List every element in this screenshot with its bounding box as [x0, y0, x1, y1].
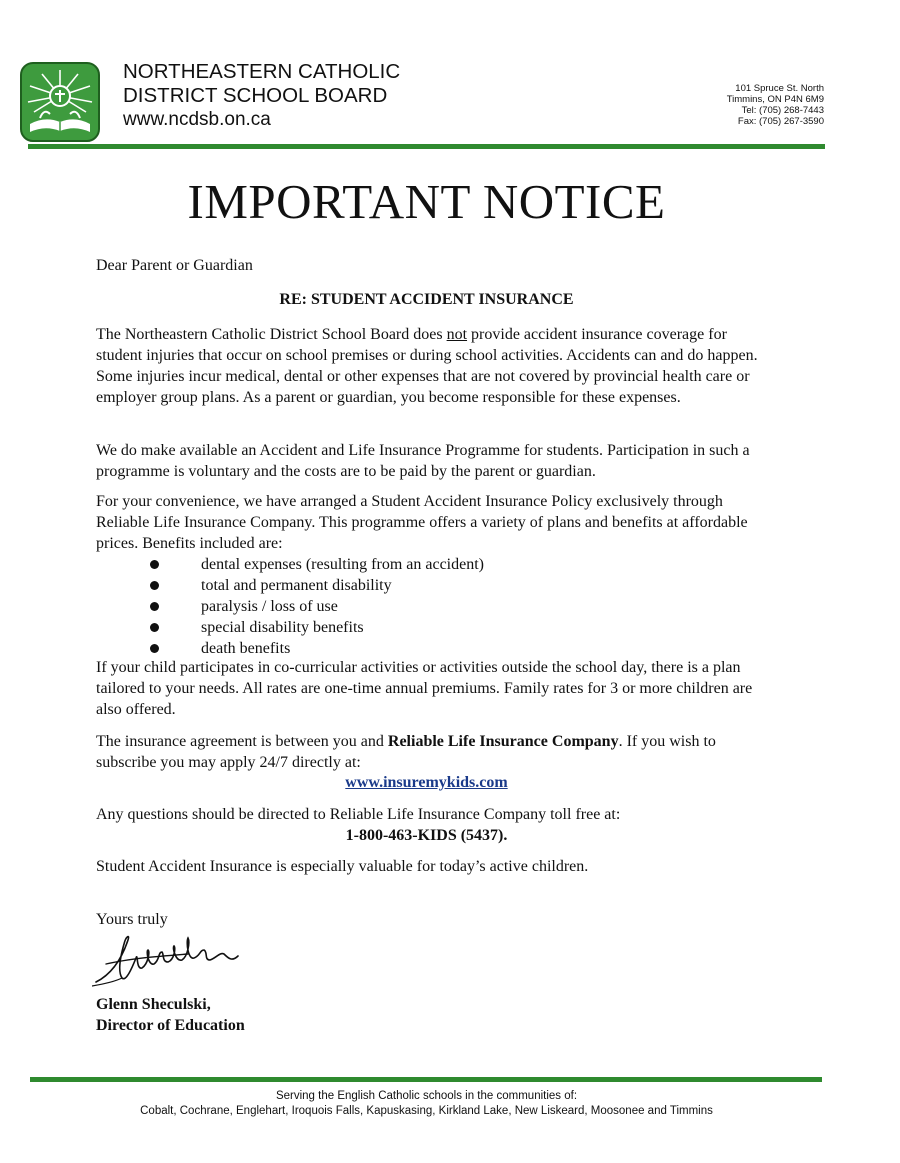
footer-divider: [30, 1077, 822, 1082]
address-city: Timmins, ON P4N 6M9: [726, 94, 824, 105]
paragraph-coverage-part-2: provide accident insurance coverage for student injuries that occur on school premises or during school activities. Accidents can and do happen. Some injuries incur medical, dental or other expenses that are not covered by provincial health care or employer group plans. As a parent or guardian, you become responsible for these expenses.: [96, 326, 758, 406]
org-address: [727, 83, 824, 127]
signature-icon: [92, 928, 252, 988]
org-name-line-2: DISTRICT SCHOOL BOARD: [123, 84, 388, 107]
signer-block: [96, 994, 776, 1036]
greeting: Dear Parent or Guardian: [96, 257, 253, 274]
paragraph-coverage-emphasis: not: [446, 326, 468, 343]
subject-line: RE: STUDENT ACCIDENT INSURANCE: [279, 291, 574, 308]
closing: Yours truly: [96, 911, 168, 928]
list-item: special disability benefits: [150, 617, 484, 638]
paragraph-value: Student Accident Insurance is especially valuable for today’s active children.: [96, 858, 589, 875]
list-item: death benefits: [150, 638, 484, 659]
list-item: total and permanent disability: [150, 575, 484, 596]
paragraph-coverage: [96, 324, 776, 408]
org-website: www.ncdsb.on.ca: [123, 109, 271, 130]
insurer-name: Reliable Life Insurance Company: [387, 733, 619, 750]
paragraph-agreement: [96, 731, 776, 773]
list-item: dental expenses (resulting from an accident): [150, 554, 484, 575]
school-board-logo-icon: [20, 62, 100, 142]
header-divider: [28, 144, 825, 149]
benefits-list: [150, 554, 484, 659]
footer-line-1: Serving the English Catholic schools in the communities of:: [275, 1090, 578, 1102]
toll-free-phone: 1-800-463-KIDS (5437).: [345, 827, 508, 844]
signer-name: Glenn Sheculski,: [96, 996, 211, 1013]
paragraph-policy: For your convenience, we have arranged a Student Accident Insurance Policy exclusively through Reliable Life Insurance Company. This programme offers a variety of plans and benefits at affordable prices. Benefits included are:: [96, 493, 748, 552]
paragraph-programme: We do make available an Accident and Life Insurance Programme for students. Participation in such a programme is voluntary and the costs are to be paid by the parent or guardian.: [96, 442, 750, 480]
signer-title: Director of Education: [96, 1017, 245, 1034]
paragraph-plans: If your child participates in co-curricular activities or activities outside the school day, there is a plan tailored to your needs. All rates are one-time annual premiums. Family rates for 3 or more children are also offered.: [96, 659, 753, 718]
notice-title: IMPORTANT NOTICE: [187, 174, 666, 229]
footer-line-2: Cobalt, Cochrane, Englehart, Iroquois Falls, Kapuskasing, Kirkland Lake, New Liskeard, Moosonee and Timmins: [140, 1105, 713, 1117]
org-name-line-1: NORTHEASTERN CATHOLIC: [123, 60, 401, 83]
paragraph-agreement-part-1: The insurance agreement is between you and: [96, 733, 388, 750]
list-item: paralysis / loss of use: [150, 596, 484, 617]
paragraph-questions: Any questions should be directed to Reliable Life Insurance Company toll free at:: [96, 806, 621, 823]
insurance-website-link[interactable]: www.insuremykids.com: [345, 774, 508, 791]
organization-name: [123, 60, 400, 132]
address-tel: Tel: (705) 268-7443: [741, 105, 824, 116]
footer: [0, 1089, 853, 1119]
paragraph-agreement-part-2: . If you wish to subscribe you may apply 24/7 directly at:: [96, 733, 716, 771]
address-street: 101 Spruce St. North: [735, 83, 824, 94]
paragraph-coverage-part-1: The Northeastern Catholic District School Board does: [96, 326, 447, 343]
address-fax: Fax: (705) 267-3590: [737, 116, 824, 127]
